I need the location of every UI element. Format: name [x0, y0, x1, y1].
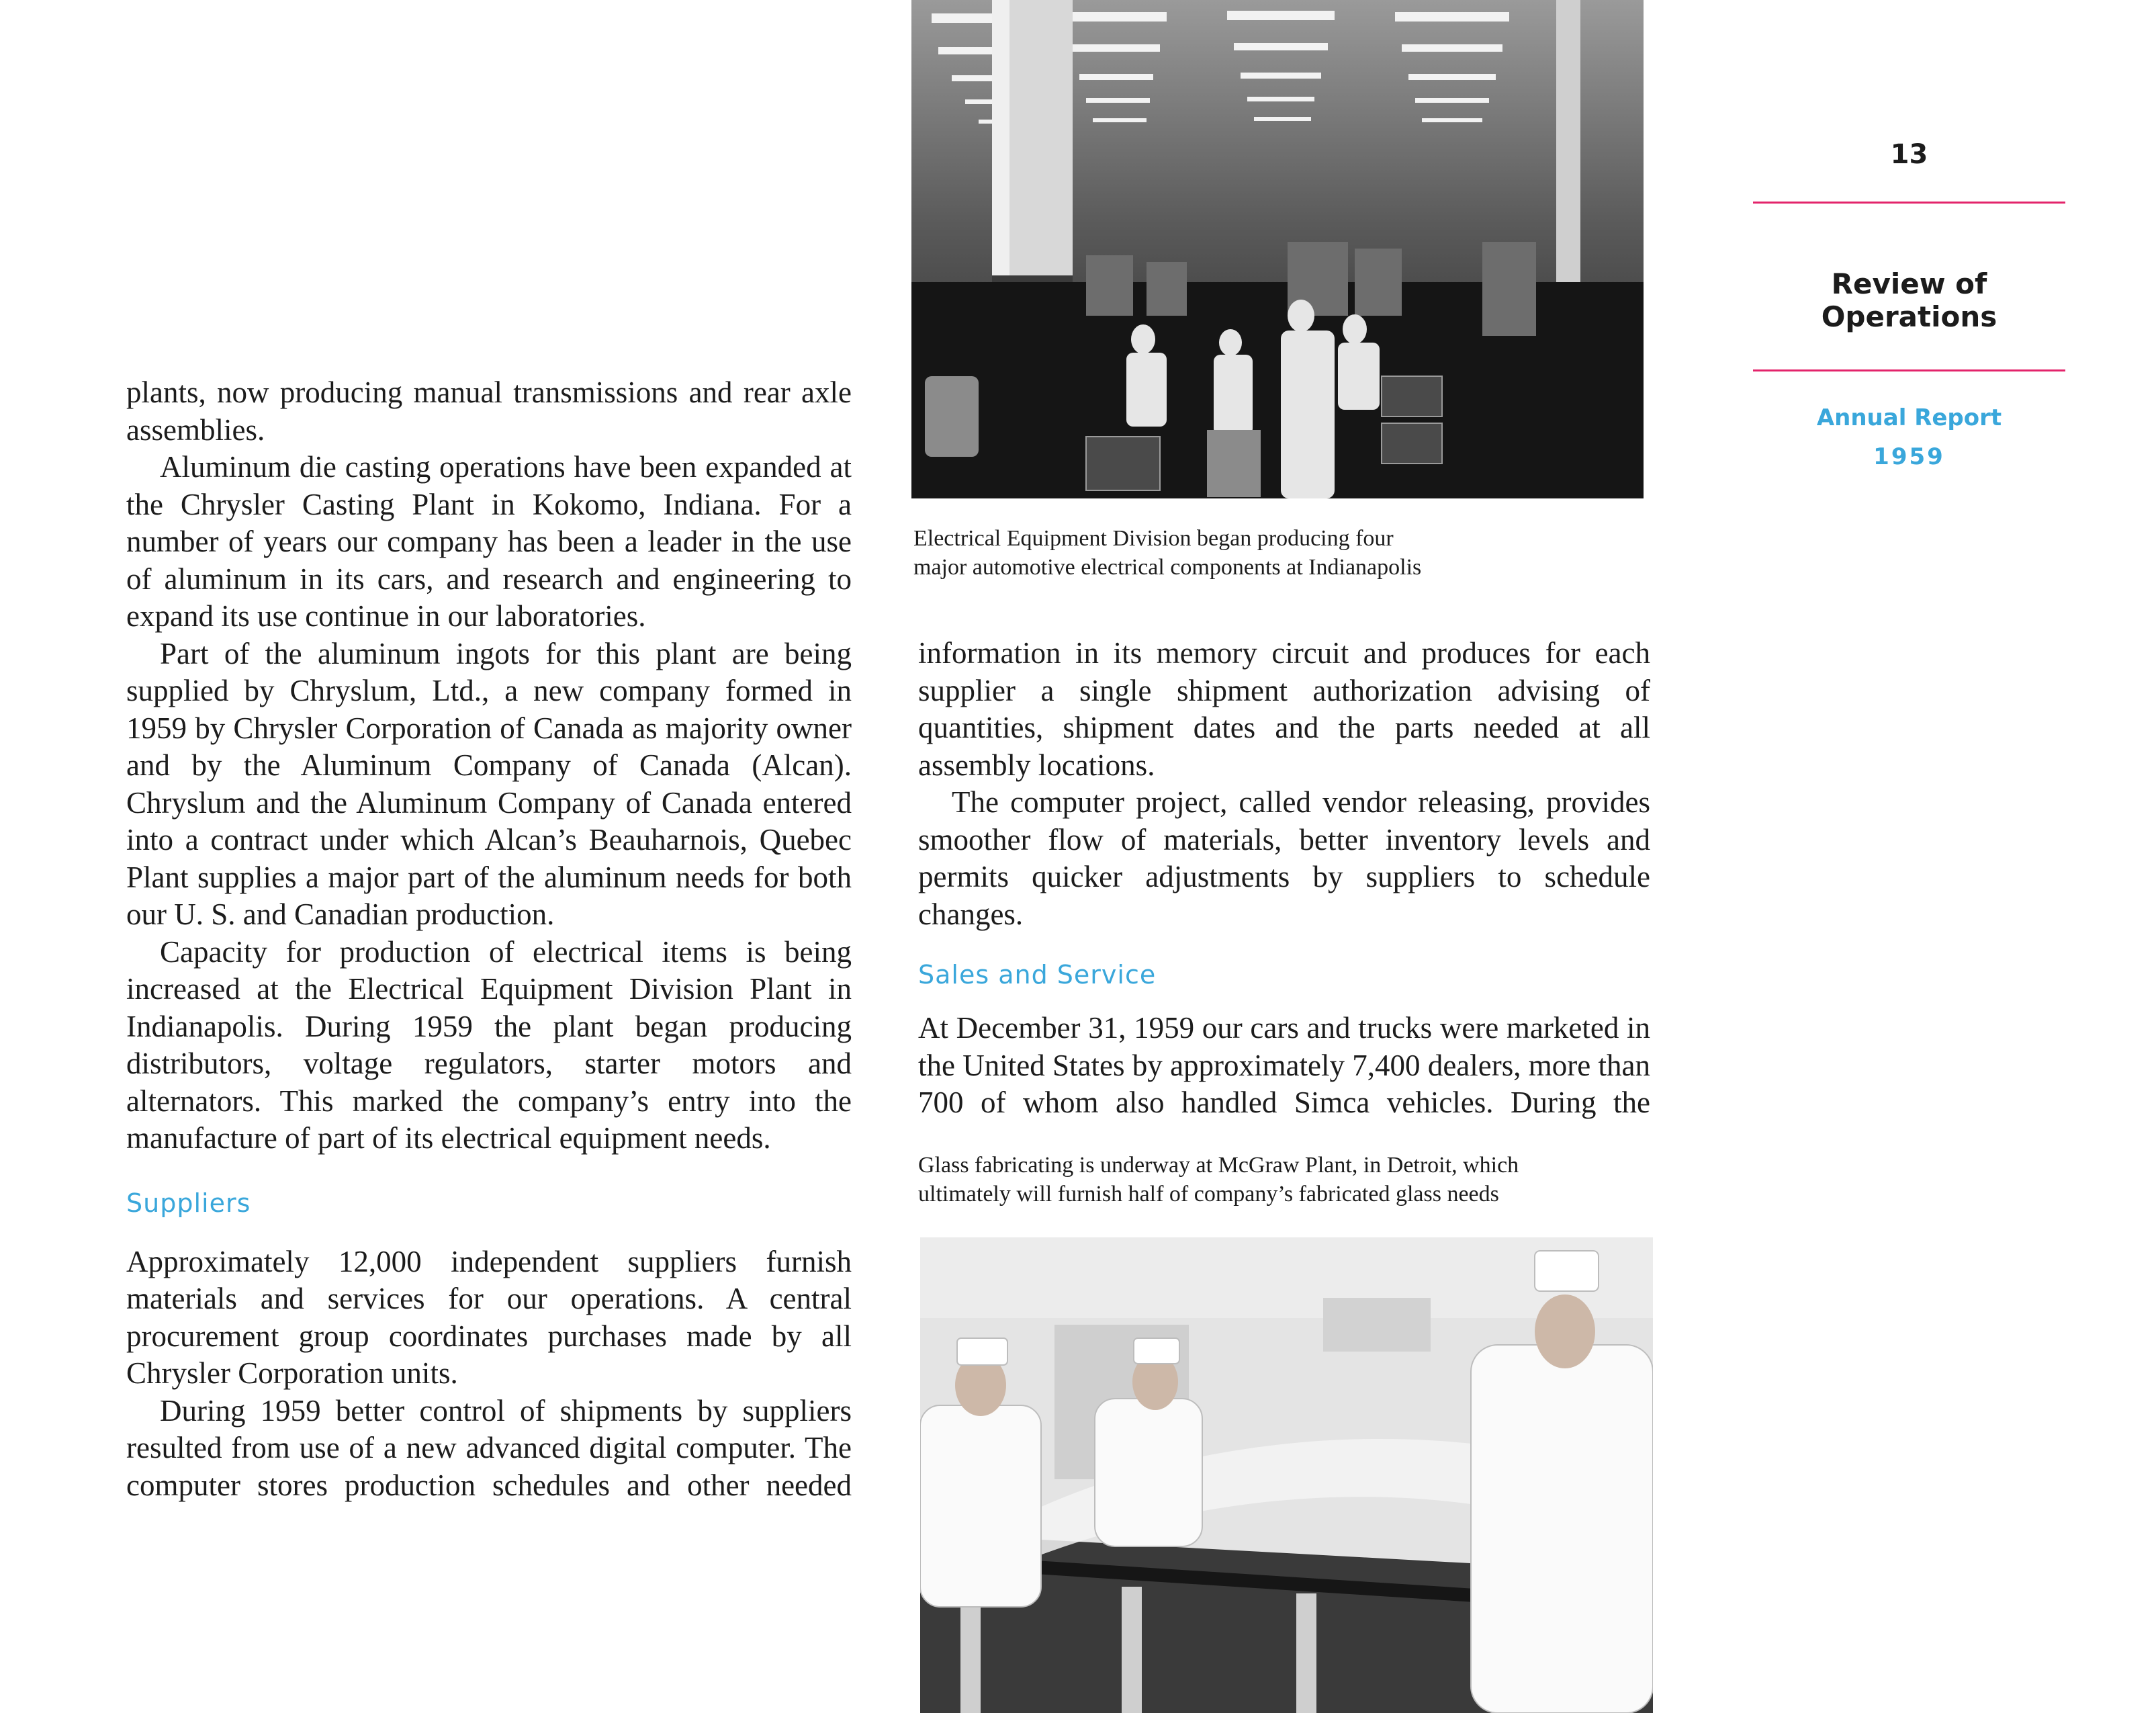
paragraph: At December 31, 1959 our cars and trucks were marketed in the United States by approximately 7,400 dealers, more than 700 of whom also handled Simca vehicles. During the: [918, 1011, 1650, 1119]
report-year: 1959: [1873, 443, 1945, 470]
caption-line: ultimately will furnish half of company’s fabricated glass needs: [918, 1182, 1499, 1206]
section-title: Review of Operations: [1821, 267, 1997, 333]
factory-floor-photo: [911, 0, 1644, 498]
paragraph: Approximately 12,000 independent suppliers furnish materials and services for our operations. A central procurement group coordinates purchases made by all Chrysler Corporation units.: [126, 1244, 852, 1390]
bottom-photo-caption: [918, 1151, 1657, 1209]
paragraph: Capacity for production of electrical items is being increased at the Electrical Equipment Division Plant in Indianapolis. During 1959 the plant began producing distributors, voltage regulators, starter motors and alternators. This marked the company’s entry into the manufacture of part of its electrical equipment needs.: [126, 934, 852, 1155]
top-photo-caption: [913, 524, 1652, 582]
section-heading-sales: Sales and Service: [918, 960, 1157, 990]
right-text-column: [918, 635, 1650, 1122]
paragraph: Part of the aluminum ingots for this plant are being supplied by Chryslum, Ltd., a new company formed in 1959 by Chrysler Corporation of Canada as majority owner and by the Aluminum Company of Canada (Alcan). Chryslum and the Aluminum Company of Canada entered into a contract under which Alcan’s Beauharnois, Quebec Plant supplies a major part of the aluminum needs for both our U. S. and Canadian production.: [126, 636, 852, 931]
left-text-column: [126, 374, 852, 1504]
paragraph: The computer project, called vendor releasing, provides smoother flow of materials, better inventory levels and permits quicker adjustments by suppliers to schedule changes.: [918, 785, 1650, 931]
paragraph: information in its memory circuit and produces for each supplier a single shipment authorization advising of quantities, shipment dates and the parts needed at all assembly locations.: [918, 636, 1650, 782]
caption-line: Glass fabricating is underway at McGraw Plant, in Detroit, which: [918, 1153, 1519, 1178]
glass-fabricating-photo: [920, 1237, 1653, 1713]
page-number: 13: [1890, 139, 1928, 170]
paragraph: Aluminum die casting operations have been expanded at the Chrysler Casting Plant in Kokomo, Indiana. For a number of years our company has been a leader in the use of aluminum in its cars, and research and engineering to expand its use continue in our laboratories.: [126, 450, 852, 633]
section-heading-suppliers: Suppliers: [126, 1188, 251, 1218]
report-label: Annual Report: [1816, 404, 2002, 431]
accent-rule-bottom: [1753, 369, 2065, 371]
caption-line: major automotive electrical components at Indianapolis: [913, 555, 1422, 580]
caption-line: Electrical Equipment Division began producing four: [913, 526, 1394, 551]
paragraph: During 1959 better control of shipments by suppliers resulted from use of a new advanced digital computer. The computer stores production schedules and other needed: [126, 1393, 852, 1502]
paragraph: plants, now producing manual transmissions and rear axle assemblies.: [126, 376, 852, 447]
accent-rule-top: [1753, 202, 2065, 204]
